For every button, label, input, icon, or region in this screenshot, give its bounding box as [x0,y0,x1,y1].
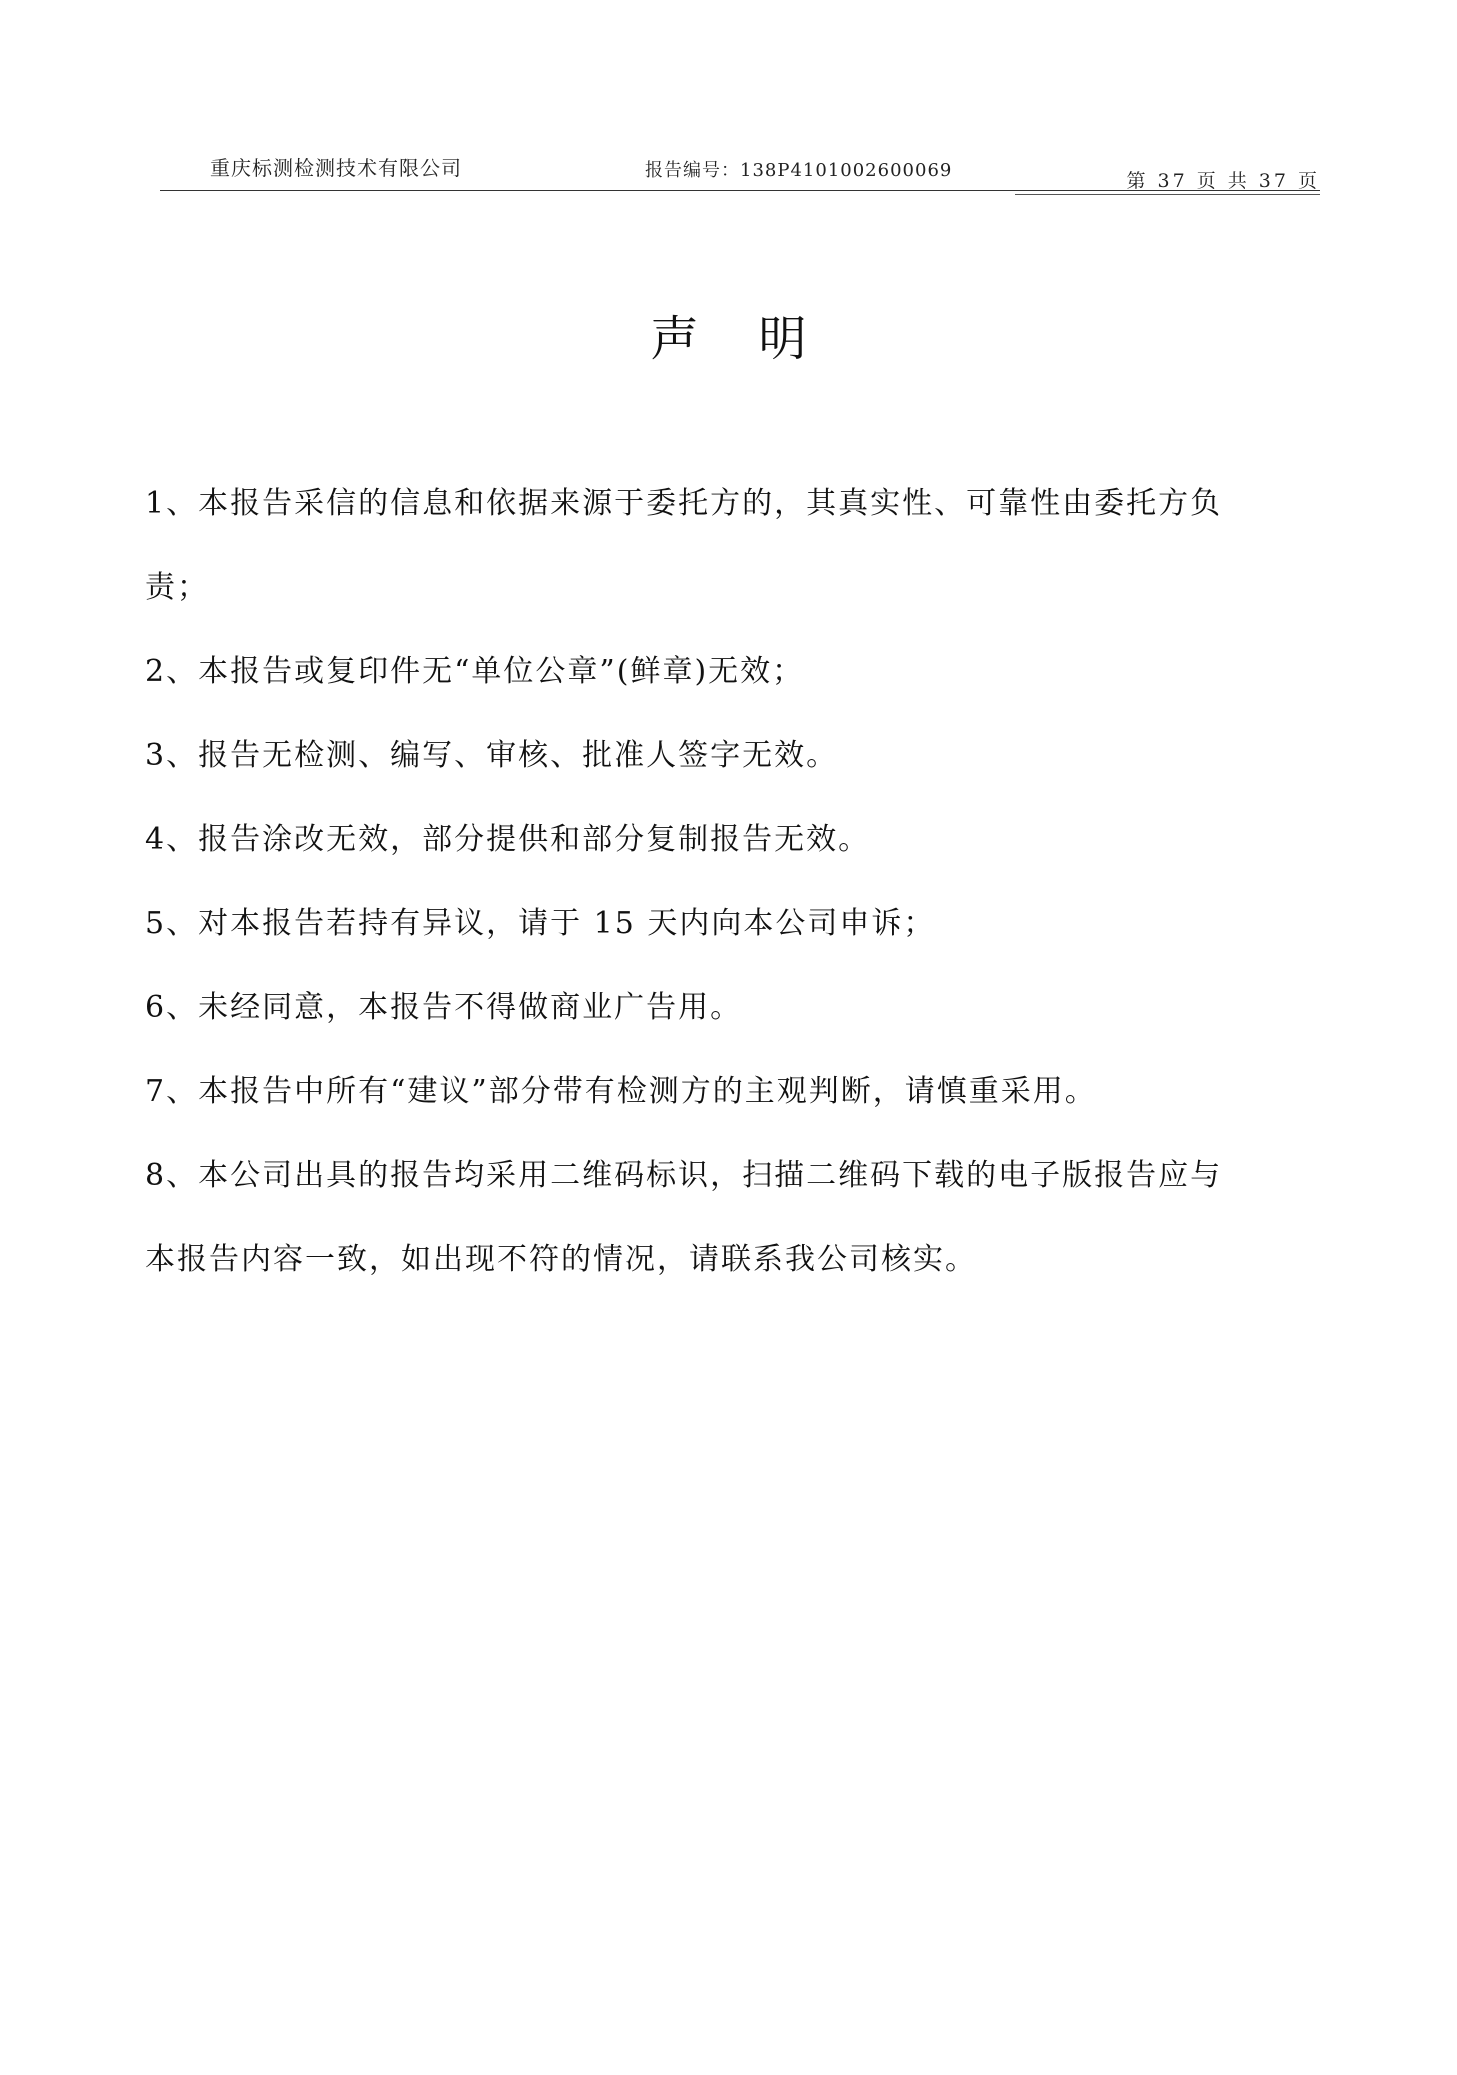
statement-line: 8、本公司出具的报告均采用二维码标识，扫描二维码下载的电子版报告应与 [145,1158,1223,1193]
statement-line: 责； [145,570,209,605]
statement-line: 5、对本报告若持有异议，请于 15 天内向本公司申诉； [145,906,936,941]
header-report-number: 报告编号：138P4101002600069 [645,160,953,181]
statement-line: 1、本报告采信的信息和依据来源于委托方的，其真实性、可靠性由委托方负 [145,486,1223,521]
header-page-info: 第 37 页 共 37 页 [1126,170,1320,192]
statement-line: 2、本报告或复印件无“单位公章”(鲜章)无效； [145,654,805,689]
statement-line: 6、未经同意，本报告不得做商业广告用。 [145,990,743,1025]
header-rule [160,190,1320,191]
header-rule-secondary [1015,194,1320,195]
statement-line: 3、报告无检测、编写、审核、批准人签字无效。 [145,738,839,773]
page-title: 声明 [650,311,867,367]
statement-line: 7、本报告中所有“建议”部分带有检测方的主观判断，请慎重采用。 [145,1074,1097,1109]
page-header [160,148,1320,198]
statement-line: 本报告内容一致，如出现不符的情况，请联系我公司核实。 [145,1242,977,1277]
statement-line: 4、报告涂改无效，部分提供和部分复制报告无效。 [145,822,871,857]
header-company-name: 重庆标测检测技术有限公司 [210,156,462,180]
statement-list [145,462,1325,1302]
